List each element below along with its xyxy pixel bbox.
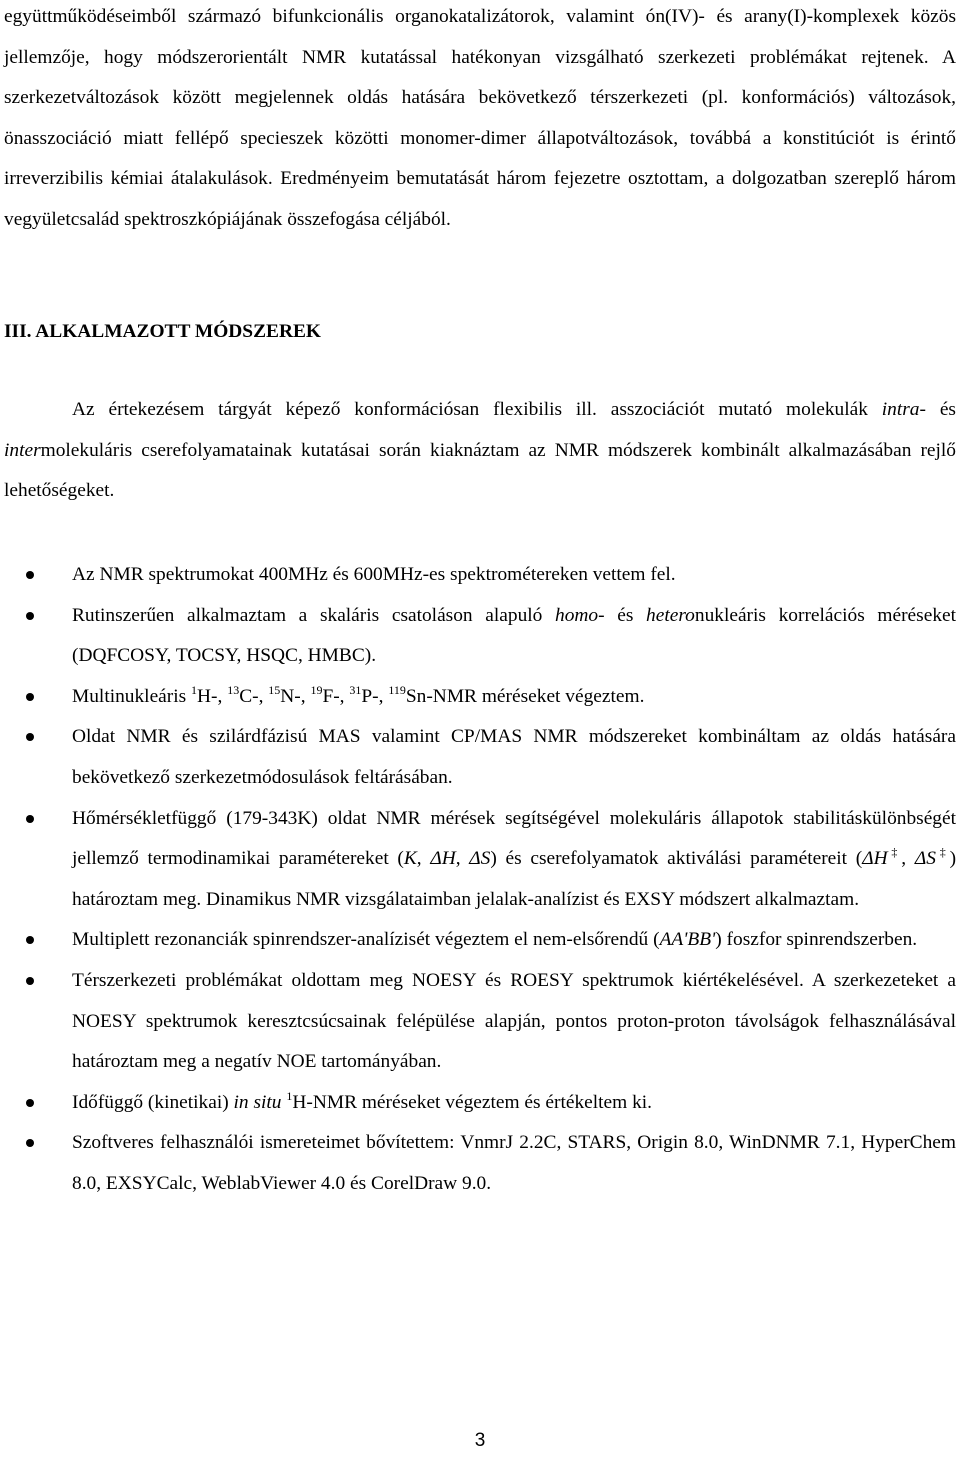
document-page bbox=[4, 0, 956, 241]
list-item: Az NMR spektrumokat 400MHz és 600MHz-es spektrométereken vettem fel. bbox=[4, 555, 956, 596]
bullet-icon bbox=[26, 693, 34, 701]
bullet-icon bbox=[26, 571, 34, 579]
bullet-icon bbox=[26, 1139, 34, 1147]
list-item: Időfüggő (kinetikai) in situ $^1$H-NMR méréseket végeztem és értékeltem ki. bbox=[4, 1083, 956, 1124]
list-item: Multiplett rezonanciák spinrendszer-analízisét végeztem el nem-elsőrendű (AA'BB') foszfor spinrendszerben. bbox=[4, 920, 956, 961]
bullet-icon bbox=[26, 1099, 34, 1107]
intro-paragraph: együttműködéseimből származó bifunkcionális organokatalizátorok, valamint ón(IV)- és arany(I)-komplexek közös jellemzője, hogy módszerorientált NMR kutatással hatékonyan vizsgálható szerkezeti problémákat rejtenek. A szerkezetváltozások között megjelennek oldás hatására bekövetkező térszerkezeti (pl. konformációs) változások, önasszociáció miatt fellépő specieszek közötti monomer-dimer állapotváltozások, továbbá a konstitúciót is érintő irreverzibilis kémiai átalakulások. Eredményeim bemutatását három fejezetre osztottam, a dolgozatban szereplő három vegyületcsalád spektroszkópiájának összefogása céljából. bbox=[4, 6, 956, 230]
bullet-icon bbox=[26, 936, 34, 944]
list-item: Multinukleáris $^1$H-, $^{13}$C-, $^{15}$N-, $^{19}$F-, $^{31}$P-, $^{119}$Sn-NMR méréseket végeztem. bbox=[4, 677, 956, 718]
list-item: Térszerkezeti problémákat oldottam meg NOESY és ROESY spektrumok kiértékelésével. A szerkezeteket a NOESY spektrumok keresztcsúcsainak felépülése alapján, pontos proton-proton távolságok felhasználásával határoztam meg a negatív NOE tartományában. bbox=[4, 961, 956, 1083]
methods-paragraph: Az értekezésem tárgyát képező konformációsan flexibilis ill. asszociációt mutató molekulák intra- és intermolekuláris cserefolyamatainak kutatásai során kiaknáztam az NMR módszerek kombinált alkalmazásában rejlő lehetőségeket. bbox=[4, 399, 956, 502]
page-number: 3 bbox=[474, 1430, 486, 1451]
bullet-icon bbox=[26, 815, 34, 823]
methods-bullet-list bbox=[4, 555, 956, 1205]
bullet-icon bbox=[26, 612, 34, 620]
bullet-icon bbox=[26, 977, 34, 985]
list-item: Rutinszerűen alkalmaztam a skaláris csatoláson alapuló homo- és heteronukleáris korrelációs méréseket (DQFCOSY, TOCSY, HSQC, HMBC). bbox=[4, 596, 956, 677]
section-heading: III. ALKALMAZOTT MÓDSZEREK bbox=[4, 321, 321, 342]
list-item: Hőmérsékletfüggő (179-343K) oldat NMR mérések segítségével molekuláris állapotok stabilitáskülönbségét jellemző termodinamikai paramétereket (K, ΔH, ΔS) és cserefolyamatok aktiválási paramétereit (ΔH‡, ΔS‡) határoztam meg. Dinamikus NMR vizsgálataimban jelalak-analízist és EXSY módszert alkalmaztam. bbox=[4, 799, 956, 921]
list-item: Szoftveres felhasználói ismereteimet bővítettem: VnmrJ 2.2C, STARS, Origin 8.0, WinDNMR 7.1, HyperChem 8.0, EXSYCalc, WeblabViewer 4.0 és CorelDraw 9.0. bbox=[4, 1123, 956, 1204]
list-item: Oldat NMR és szilárdfázisú MAS valamint CP/MAS NMR módszereket kombináltam az oldás hatására bekövetkező szerkezetmódosulások feltárásában. bbox=[4, 717, 956, 798]
bullet-icon bbox=[26, 733, 34, 741]
methods-paragraph-wrapper bbox=[4, 390, 956, 512]
